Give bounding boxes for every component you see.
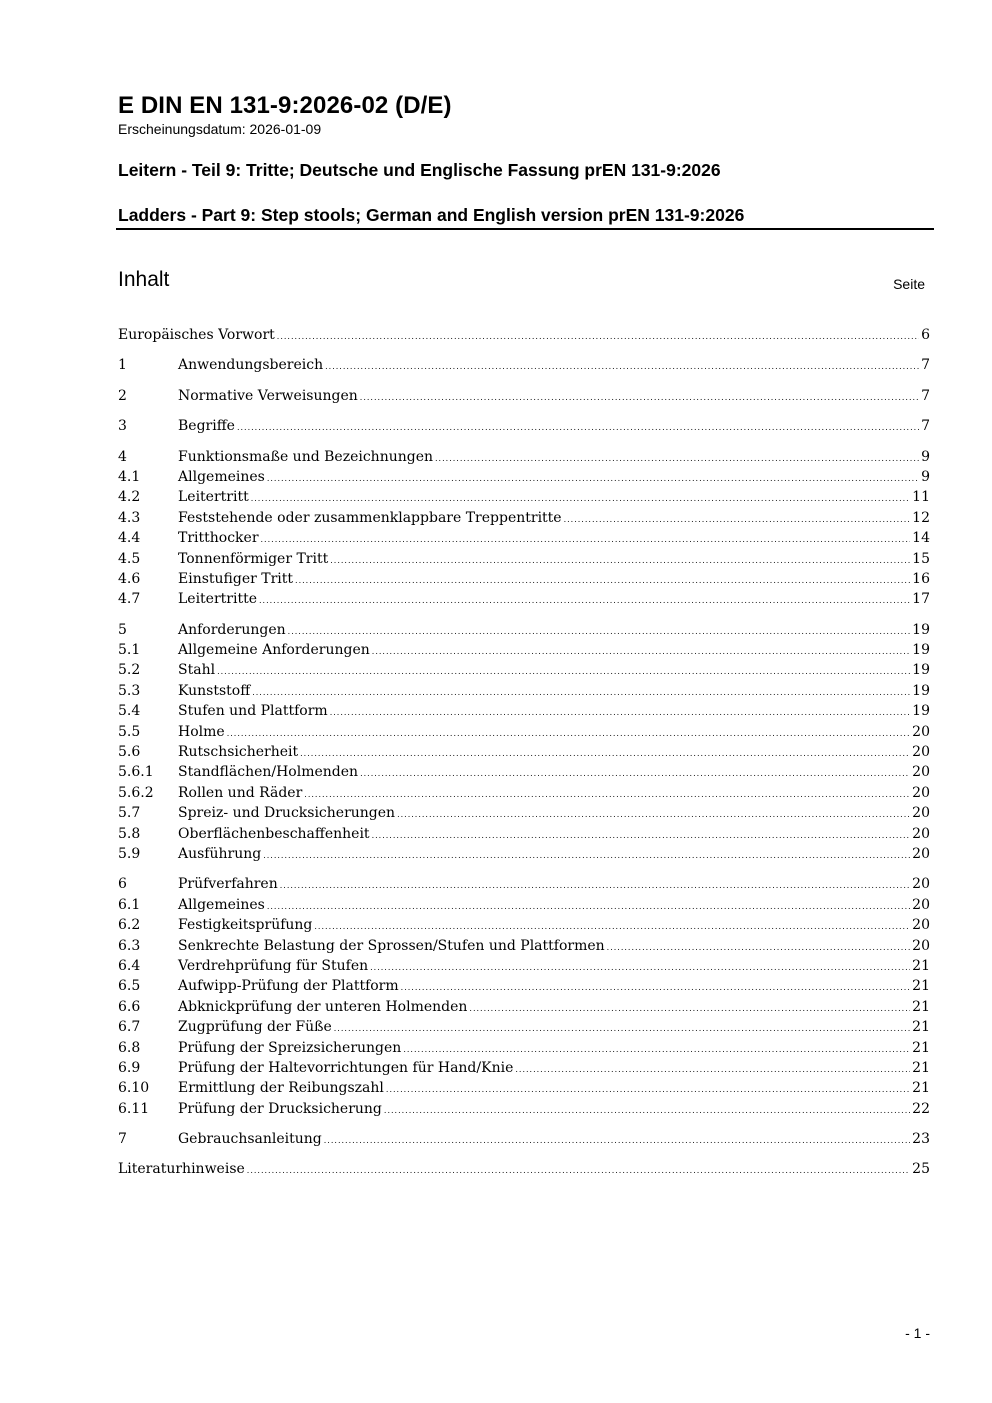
toc-dot-leader [300,750,910,758]
toc-entry-title: Rutschsicherheit [178,744,299,761]
toc-entry[interactable] [118,620,930,640]
toc-entry-number: 7 [118,1131,127,1148]
toc-entry-page: 19 [912,682,930,699]
toc-dot-leader [251,495,910,503]
publication-date: Erscheinungsdatum: 2026-01-09 [118,121,322,137]
toc-entry[interactable] [118,915,930,935]
toc-entry-title: Einstufiger Tritt [178,570,294,587]
toc-dot-leader [288,628,911,636]
toc-entry-page: 20 [912,937,930,954]
toc-heading: Inhalt [118,268,170,291]
toc-dot-leader [325,363,919,371]
toc-entry-title: Zugprüfung der Füße [178,1019,332,1036]
toc-entry-title: Tritthocker [178,530,259,547]
toc-entry-title: Prüfung der Spreizsicherungen [178,1039,402,1056]
toc-entry-page: 21 [912,957,930,974]
toc-dot-leader [607,944,911,952]
toc-entry-page: 20 [912,876,930,893]
toc-entry[interactable] [118,701,930,721]
toc-entry-title: Feststehende oder zusammenklappbare Treppentritte [178,509,562,526]
toc-dot-leader [259,597,910,605]
toc-entry[interactable] [118,844,930,864]
toc-entry-number: 6.2 [118,917,141,934]
toc-entry-number: 5.1 [118,642,141,659]
toc-dot-leader [267,475,919,483]
toc-entry[interactable] [118,569,930,589]
toc-entry-page: 21 [912,998,930,1015]
toc-dot-leader [280,882,910,890]
toc-entry-page: 14 [912,530,930,547]
toc-entry[interactable] [118,1058,930,1078]
page-number: - 1 - [905,1325,930,1341]
toc-entry-page: 22 [912,1100,930,1117]
toc-entry-title: Literaturhinweise [118,1161,245,1178]
toc-dot-leader [469,1005,910,1013]
document-id: E DIN EN 131-9:2026-02 (D/E) [118,92,452,119]
toc-page-label: Seite [893,276,925,292]
toc-entry-page: 12 [912,509,930,526]
toc-entry-title: Kunststoff [178,682,251,699]
toc-entry-number: 5.6.1 [118,764,154,781]
toc-entry[interactable] [118,874,930,894]
toc-entry[interactable] [118,660,930,680]
toc-entry-number: 6.7 [118,1019,141,1036]
toc-entry[interactable] [118,640,930,660]
toc-entry[interactable] [118,549,930,569]
toc-entry-number: 5.6 [118,744,141,761]
toc-entry-title: Spreiz- und Drucksicherungen [178,805,396,822]
header-divider [116,228,934,230]
toc-entry-number: 5.7 [118,805,141,822]
toc-dot-leader [360,770,910,778]
toc-dot-leader [314,923,910,931]
toc-entry-number: 5.4 [118,703,141,720]
toc-entry-page: 19 [912,662,930,679]
toc-entry-page: 7 [921,418,930,435]
toc-entry-page: 25 [912,1161,930,1178]
toc-entry-page: 9 [921,448,930,465]
toc-entry[interactable] [118,783,930,803]
toc-entry-title: Ermittlung der Reibungszahl [178,1080,384,1097]
toc-entry-title: Anwendungsbereich [178,357,324,374]
toc-entry[interactable] [118,1099,930,1119]
toc-entry-number: 5.9 [118,845,141,862]
toc-entry[interactable] [118,355,930,375]
toc-entry-page: 21 [912,1080,930,1097]
toc-entry[interactable] [118,528,930,548]
toc-entry-title: Standflächen/Holmenden [178,764,359,781]
toc-entry-title: Rollen und Räder [178,784,303,801]
toc-entry-title: Normative Verweisungen [178,387,358,404]
toc-entry-title: Ausführung [178,845,262,862]
toc-dot-leader [435,455,919,463]
toc-dot-leader [247,1167,910,1175]
toc-dot-leader [401,984,911,992]
toc-dot-leader [252,689,910,697]
toc-entry-number: 3 [118,418,127,435]
toc-entry-page: 11 [912,489,930,506]
toc-entry-title: Europäisches Vorwort [118,327,275,343]
toc-entry-number: 4.3 [118,509,141,526]
toc-entry-number: 6.1 [118,896,141,913]
toc-entry-number: 2 [118,387,127,404]
toc-entry-title: Prüfung der Drucksicherung [178,1100,382,1117]
toc-dot-leader [397,811,910,819]
toc-entry[interactable] [118,589,930,609]
toc-entry-number: 4.5 [118,550,141,567]
toc-dot-leader [277,333,919,341]
toc-entry-number: 4.1 [118,468,141,485]
toc-entry[interactable] [118,508,930,528]
toc-entry-page: 20 [912,744,930,761]
toc-entry-title: Anforderungen [178,621,286,638]
toc-entry[interactable] [118,722,930,742]
title-german: Leitern - Teil 9: Tritte; Deutsche und Englische Fassung prEN 131-9:2026 [118,160,721,180]
toc-entry-number: 4.7 [118,591,141,608]
toc-entry[interactable] [118,325,930,345]
toc-entry[interactable] [118,386,930,406]
toc-dot-leader [295,577,910,585]
toc-entry-page: 19 [912,642,930,659]
toc-entry[interactable] [118,447,930,467]
toc-entry-number: 5.3 [118,682,141,699]
table-of-contents [118,325,930,1180]
toc-entry-page: 21 [912,1019,930,1036]
toc-dot-leader [384,1107,910,1115]
toc-entry-number: 5.8 [118,825,141,842]
toc-dot-leader [330,557,910,565]
toc-entry-number: 4.4 [118,530,141,547]
toc-entry-title: Allgemeine Anforderungen [178,642,370,659]
toc-entry-page: 20 [912,764,930,781]
toc-dot-leader [372,832,911,840]
toc-entry-title: Begriffe [178,418,235,435]
toc-dot-leader [267,903,910,911]
toc-entry[interactable] [118,936,930,956]
toc-entry[interactable] [118,1159,930,1179]
toc-entry-page: 20 [912,805,930,822]
toc-entry-page: 7 [921,357,930,374]
toc-entry-page: 7 [921,387,930,404]
toc-entry-page: 21 [912,1039,930,1056]
toc-entry-number: 6.11 [118,1100,150,1117]
toc-entry-title: Allgemeines [178,468,265,485]
toc-entry[interactable] [118,487,930,507]
toc-entry-title: Holme [178,723,225,740]
toc-entry-number: 4 [118,448,127,465]
toc-entry-title: Tonnenförmiger Tritt [178,550,329,567]
toc-entry-number: 6.4 [118,957,141,974]
toc-dot-leader [324,1137,910,1145]
toc-entry[interactable] [118,1078,930,1098]
toc-entry[interactable] [118,1017,930,1037]
toc-entry-number: 6.5 [118,978,141,995]
toc-entry-number: 6.9 [118,1059,141,1076]
toc-entry-title: Aufwipp-Prüfung der Plattform [178,978,399,995]
toc-entry[interactable] [118,467,930,487]
toc-dot-leader [217,668,910,676]
toc-dot-leader [370,964,910,972]
toc-dot-leader [227,730,910,738]
toc-entry[interactable] [118,956,930,976]
toc-dot-leader [330,709,910,717]
toc-entry-page: 20 [912,917,930,934]
toc-entry-number: 6 [118,876,127,893]
toc-entry-number: 4.6 [118,570,141,587]
toc-entry-title: Prüfverfahren [178,876,278,893]
toc-entry-page: 20 [912,825,930,842]
toc-entry-number: 1 [118,357,127,374]
toc-entry-page: 21 [912,1059,930,1076]
toc-entry-title: Leitertritt [178,489,249,506]
toc-entry-title: Stahl [178,662,216,679]
toc-entry-title: Prüfung der Haltevorrichtungen für Hand/Knie [178,1059,514,1076]
toc-entry-title: Allgemeines [178,896,265,913]
toc-entry-page: 6 [921,327,930,343]
toc-entry-number: 6.8 [118,1039,141,1056]
toc-entry[interactable] [118,895,930,915]
toc-dot-leader [237,424,919,432]
toc-entry-title: Leitertritte [178,591,257,608]
toc-entry-page: 19 [912,703,930,720]
toc-entry[interactable] [118,824,930,844]
toc-entry-number: 6.10 [118,1080,150,1097]
toc-entry-title: Senkrechte Belastung der Sprossen/Stufen und Plattformen [178,937,605,954]
toc-entry-page: 15 [912,550,930,567]
toc-entry-title: Verdrehprüfung für Stufen [178,957,369,974]
toc-entry-title: Stufen und Plattform [178,703,328,720]
toc-entry-page: 20 [912,784,930,801]
toc-entry-number: 5.2 [118,662,141,679]
toc-entry-page: 20 [912,845,930,862]
toc-dot-leader [372,648,910,656]
toc-dot-leader [263,852,910,860]
toc-entry[interactable] [118,803,930,823]
toc-dot-leader [515,1066,910,1074]
toc-entry[interactable] [118,1038,930,1058]
toc-entry-page: 23 [912,1131,930,1148]
title-english: Ladders - Part 9: Step stools; German and English version prEN 131-9:2026 [118,205,745,225]
toc-entry-title: Gebrauchsanleitung [178,1131,322,1148]
toc-entry[interactable] [118,681,930,701]
toc-dot-leader [360,394,919,402]
toc-entry[interactable] [118,416,930,436]
toc-entry-page: 16 [912,570,930,587]
toc-entry[interactable] [118,997,930,1017]
toc-entry-title: Oberflächenbeschaffenheit [178,825,370,842]
toc-entry-number: 4.2 [118,489,141,506]
toc-entry-page: 17 [912,591,930,608]
toc-dot-leader [334,1025,910,1033]
toc-entry-number: 5 [118,621,127,638]
toc-entry-page: 9 [921,468,930,485]
toc-entry[interactable] [118,762,930,782]
toc-dot-leader [564,516,911,524]
toc-dot-leader [403,1046,910,1054]
toc-entry-page: 21 [912,978,930,995]
toc-entry-page: 19 [912,621,930,638]
toc-dot-leader [304,791,910,799]
toc-dot-leader [386,1086,910,1094]
toc-dot-leader [261,536,911,544]
toc-entry[interactable] [118,742,930,762]
toc-entry-number: 6.6 [118,998,141,1015]
toc-entry-number: 5.5 [118,723,141,740]
toc-entry[interactable] [118,1129,930,1149]
toc-entry-page: 20 [912,723,930,740]
toc-entry-number: 6.3 [118,937,141,954]
toc-entry-number: 5.6.2 [118,784,154,801]
toc-entry-title: Funktionsmaße und Bezeichnungen [178,448,434,465]
toc-entry[interactable] [118,976,930,996]
toc-entry-title: Festigkeitsprüfung [178,917,313,934]
toc-entry-title: Abknickprüfung der unteren Holmenden [178,998,468,1015]
toc-entry-page: 20 [912,896,930,913]
